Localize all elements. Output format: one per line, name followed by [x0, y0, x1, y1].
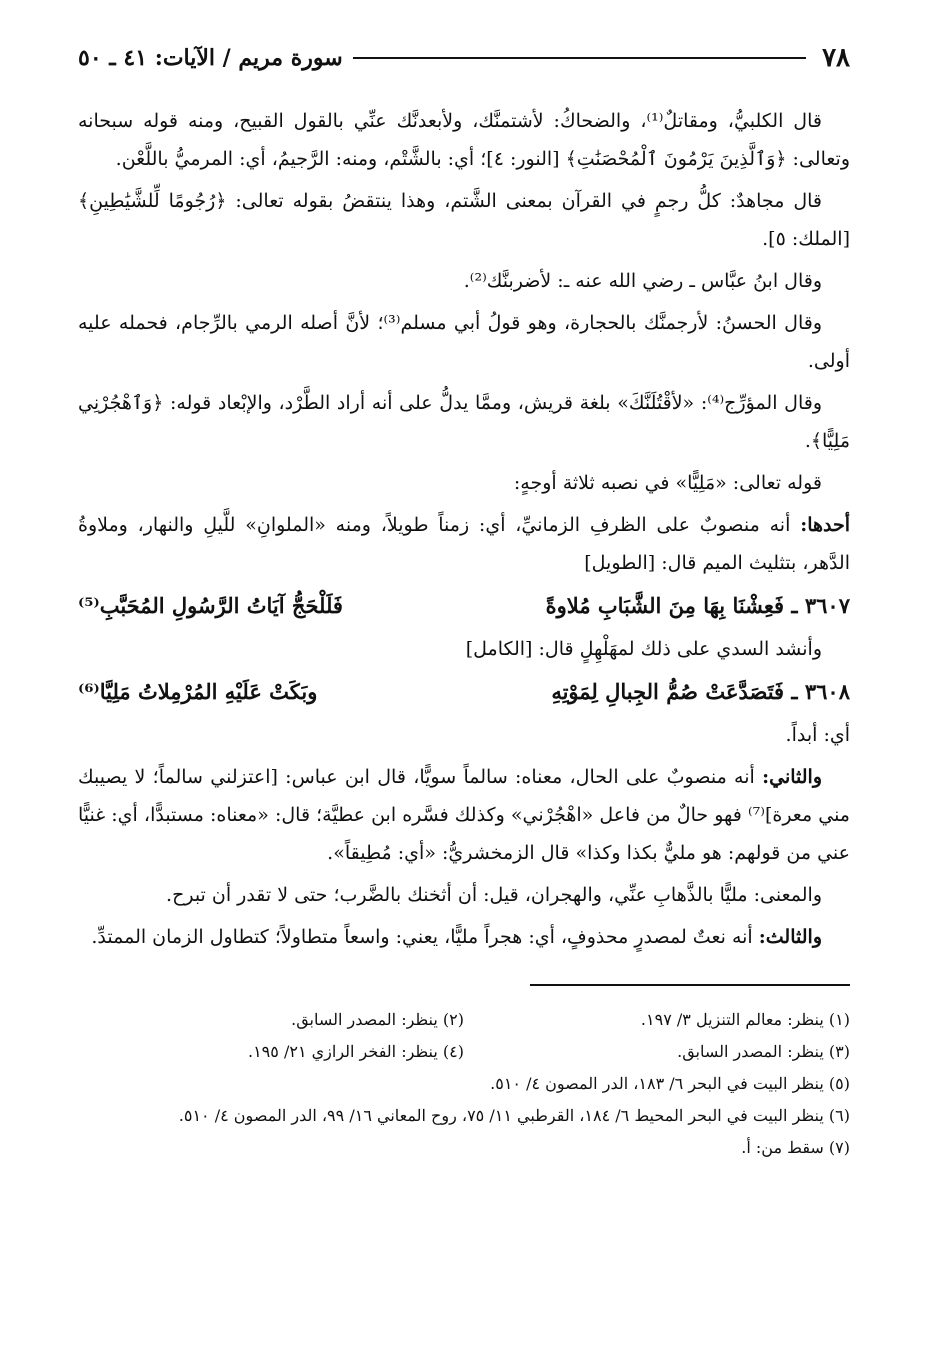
footnote: (٢) ينظر: المصدر السابق.: [291, 1010, 464, 1029]
paragraph: وقال الحسنُ: لأرجمنَّك بالحجارة، وهو قولُ أبي مسلم⁽³⁾؛ لأنَّ أصله الرمي بالرِّجام، فحمله عليه أولى.: [78, 312, 850, 372]
footnote: (٣) ينظر: المصدر السابق.: [677, 1042, 850, 1061]
verse-second-hemistich: فَلَلْحَجُّ آيَاتُ الرَّسُولِ المُحَبَّبِ⁽⁵⁾: [78, 593, 343, 618]
verse-second-hemistich: وبَكَتْ عَلَيْهِ المُرْمِلاتُ مَلِيَّا⁽⁶⁾: [78, 679, 318, 704]
running-header: [78, 36, 850, 80]
paragraph: وقال المؤرِّج⁽⁴⁾: «لأقْتُلَنَّكَ» بلغة قريش، وممَّا يدلُّ على أنه أراد الطَّرْد، والإبْعاد قوله: ﴿وَٱهْجُرْنِي مَلِيًّا﴾.: [78, 392, 850, 452]
footnote: (٤) ينظر: الفخر الرازي ٢١/ ١٩٥.: [247, 1042, 464, 1061]
paragraph: قال مجاهدٌ: كلُّ رجمٍ في القرآن بمعنى الشَّتم، وهذا ينتقضُ بقوله تعالى: ﴿رُجُومًا لِّلشَّيَٰطِينِ﴾ [الملك: ٥].: [78, 190, 850, 250]
paragraph: قوله تعالى: «مَلِيًّا» في نصبه ثلاثة أوجهٍ:: [513, 472, 822, 494]
poetry-verse: [78, 586, 850, 626]
paragraph: [78, 506, 850, 582]
footnote-row: [78, 1004, 850, 1036]
footnote: (٥) ينظر البيت في البحر ٦/ ١٨٣، الدر المصون ٤/ ٥١٠.: [490, 1074, 850, 1093]
verse-first-hemistich: ٣٦٠٨ ـ فَتَصَدَّعَتْ صُمُّ الجِبالِ لِمَوْتِهِ: [551, 679, 850, 704]
poetry-verse: [78, 672, 850, 712]
footnote: (١) ينظر: معالم التنزيل ٣/ ١٩٧.: [640, 1010, 850, 1029]
paragraph: [78, 918, 850, 956]
paragraph: وقال ابنُ عبَّاس ـ رضي الله عنه ـ: لأضربنَّك⁽²⁾.: [463, 270, 822, 292]
main-text: [78, 102, 850, 956]
footnote: (٧) سقط من: أ.: [741, 1138, 850, 1157]
header-rule: [353, 57, 806, 59]
point-lead: أحدها:: [800, 514, 851, 536]
point-text: أنه نعتٌ لمصدرٍ محذوفٍ، أي: هجراً مليًّا، يعني: واسعاً متطاولاً؛ كتطاول الزمان الممتدِّ.: [91, 926, 759, 948]
footnote-row: [78, 1036, 850, 1068]
footnote: (٦) ينظر البيت في البحر المحيط ٦/ ١٨٤، القرطبي ١١/ ٧٥، روح المعاني ١٦/ ٩٩، الدر المصون ٤/ ٥١٠.: [178, 1106, 850, 1125]
page-number: ٧٨: [822, 43, 850, 72]
point-text: أنه منصوبٌ على الظرفِ الزمانيِّ، أي: زمناً طويلاً، ومنه «الملوانِ» للَّيلِ والنهار، وملاوةُ الدَّهر، بتثليث الميم قال: [الطويل]: [78, 514, 850, 574]
paragraph: والمعنى: مليًّا بالذَّهابِ عنِّي، والهجران، قيل: أن أثخنك بالضَّرب؛ حتى لا تقدر أن تبرح.: [166, 884, 822, 906]
point-lead: والثالث:: [758, 926, 822, 948]
paragraph: وأنشد السدي على ذلك لمهَلْهِلٍ قال: [الكامل]: [465, 638, 822, 660]
page: [78, 36, 850, 1330]
footnote-separator: [530, 984, 850, 986]
paragraph: أي: أبداً.: [785, 724, 850, 746]
paragraph: قال الكلبيُّ، ومقاتلٌ⁽¹⁾، والضحاكُ: لأشتمنَّك، ولأبعدنَّك عنِّي بالقول القبيح، ومنه قوله سبحانه وتعالى: ﴿وَٱلَّذِينَ يَرْمُونَ ٱلْمُحْصَنَٰتِ﴾ [النور: ٤]؛ أي: بالشَّتْم، ومنه: الرَّجيمُ، أي: المرميُّ باللَّعْن.: [78, 110, 850, 170]
point-lead: والثاني:: [762, 766, 822, 788]
running-title: سورة مريم / الآيات: ٤١ ـ ٥٠: [78, 45, 343, 71]
footnotes: [78, 1004, 850, 1164]
verse-first-hemistich: ٣٦٠٧ ـ فَعِشْنَا بِهَا مِنَ الشَّبَابِ مُلاوةً: [545, 593, 850, 618]
point-text: أنه منصوبٌ على الحال، معناه: سالماً سويًّا، قال ابن عباس: [اعتزلني سالماً؛ لا يصيبك مني معرة]⁽⁷⁾ فهو حالٌ من فاعل «اهْجُرْني» وكذلك فسَّره ابن عطيَّة؛ قال: «معناه: مستبدًّا، أي: غنيًّا عني من قولهم: هو مليٌّ بكذا وكذا» قال الزمخشريُّ: «أي: مُطِيقاً».: [78, 766, 850, 864]
paragraph: [78, 758, 850, 872]
